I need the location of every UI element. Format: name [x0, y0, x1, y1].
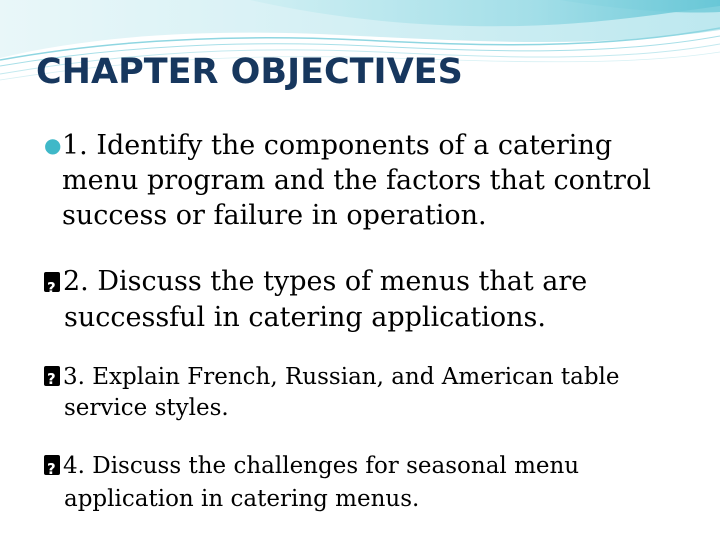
objective-line: application in catering menus. — [64, 486, 420, 512]
objective-line: menu program and the factors that control — [62, 165, 651, 196]
round-bullet-icon: ● — [44, 133, 62, 157]
objective-line: success or failure in operation. — [62, 200, 487, 231]
missing-glyph-icon — [44, 455, 60, 475]
objective-line: 4. Discuss the challenges for seasonal menu — [63, 453, 580, 479]
objective-item — [44, 128, 684, 233]
objective-line: 2. Discuss the types of menus that are — [63, 266, 588, 297]
objective-line: successful in catering applications. — [64, 302, 546, 333]
missing-glyph-icon — [44, 272, 60, 292]
objective-line: 3. Explain French, Russian, and American table — [63, 364, 620, 390]
missing-glyph-icon — [44, 366, 60, 386]
objective-item — [44, 264, 684, 336]
slide-title: CHAPTER OBJECTIVES — [36, 52, 463, 92]
objective-line: service styles. — [64, 395, 229, 421]
objective-item — [44, 362, 684, 424]
objective-line: 1. Identify the components of a catering — [62, 130, 613, 161]
objective-item — [44, 450, 684, 516]
